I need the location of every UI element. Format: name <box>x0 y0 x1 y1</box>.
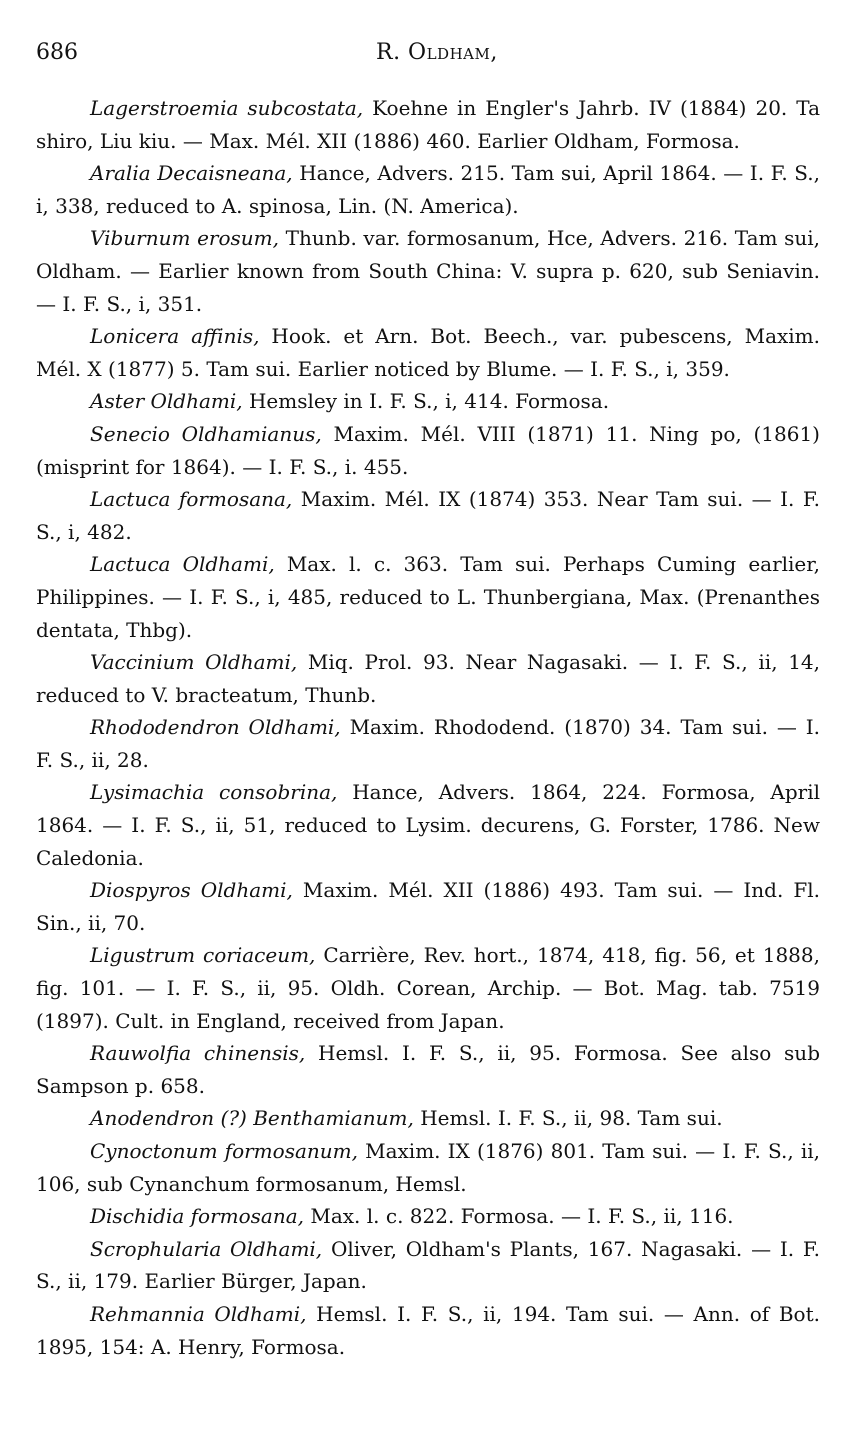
species-entry <box>36 874 820 939</box>
species-citation: Max. l. c. 363. Tam sui. Perhaps Cuming earlier, Philippines. — I. F. S., i, 485, reduced to L. Thunbergiana, Max. (Prenanthes dentata, Thbg). <box>36 552 820 642</box>
species-entry <box>36 385 820 418</box>
running-head: R. Oldham, <box>376 40 498 65</box>
species-name: Rhododendron Oldhami, <box>90 715 341 740</box>
species-entry <box>36 1135 820 1200</box>
species-entry <box>36 483 820 548</box>
species-citation: Thunb. var. formosanum, Hce, Advers. 216. Tam sui, Oldham. — Earlier known from South China: V. supra p. 620, sub Seniavin. — I. F. S., i, 351. <box>36 226 820 316</box>
species-citation: Max. l. c. 822. Formosa. — I. F. S., ii, 116. <box>304 1204 734 1229</box>
species-name: Rehmannia Oldhami, <box>90 1301 307 1326</box>
page-header <box>36 40 818 76</box>
species-name: Lactuca Oldhami, <box>90 552 275 577</box>
species-name: Lysimachia consobrina, <box>90 780 338 805</box>
species-name: Lonicera affinis, <box>90 324 260 349</box>
species-citation: Maxim. Mél. IX (1874) 353. Near Tam sui. — I. F. S., i, 482. <box>36 487 820 544</box>
species-entry <box>36 320 820 385</box>
species-citation: Hance, Advers. 1864, 224. Formosa, April 1864. — I. F. S., ii, 51, reduced to Lysim. decurens, G. Forster, 1786. New Caledonia. <box>36 780 821 870</box>
species-citation: Maxim. Mél. VIII (1871) 11. Ning po, (1861) (misprint for 1864). — I. F. S., i. 455. <box>36 421 820 479</box>
species-entry <box>36 548 820 646</box>
species-entry <box>36 776 820 874</box>
species-citation: Carrière, Rev. hort., 1874, 418, fig. 56, et 1888, fig. 101. — I. F. S., ii, 95. Oldh. Corean, Archip. — Bot. Mag. tab. 7519 (1897). Cult. in England, received from Japan. <box>36 943 820 1033</box>
species-citation: Hemsl. I. F. S., ii, 95. Formosa. See also sub Sampson p. 658. <box>36 1041 820 1098</box>
species-entry <box>36 1037 820 1102</box>
species-name: Aralia Decaisneana, <box>90 161 293 186</box>
species-name: Aster Oldhami, <box>90 389 243 414</box>
species-name: Ligustrum coriaceum, <box>90 943 316 968</box>
species-entry <box>36 711 820 776</box>
species-entry <box>36 1298 820 1363</box>
species-citation: Maxim. IX (1876) 801. Tam sui. — I. F. S., ii, 106, sub Cynanchum formosanum, Hemsl. <box>36 1139 821 1196</box>
species-citation: Hemsley in I. F. S., i, 414. Formosa. <box>242 389 610 414</box>
species-entry <box>36 418 820 483</box>
species-citation: Miq. Prol. 93. Near Nagasaki. — I. F. S., ii, 14, reduced to V. bracteatum, Thunb. <box>36 650 820 707</box>
species-entry <box>36 1200 820 1233</box>
species-name: Lagerstroemia subcostata, <box>90 96 364 120</box>
species-citation: Maxim. Rhododend. (1870) 34. Tam sui. — I. F. S., ii, 28. <box>36 715 821 772</box>
species-name: Lactuca formosana, <box>90 487 293 512</box>
species-entry <box>36 646 820 711</box>
species-citation: Oliver, Oldham's Plants, 167. Nagasaki. — I. F. S., ii, 179. Earlier Bürger, Japan. <box>36 1236 820 1294</box>
species-entry <box>36 939 820 1037</box>
species-citation: Hook. et Arn. Bot. Beech., var. pubescens, Maxim. Mél. X (1877) 5. Tam sui. Earlier noticed by Blume. — I. F. S., i, 359. <box>36 324 820 381</box>
species-name: Anodendron (?) Benthamianum, <box>90 1106 414 1131</box>
species-name: Rauwolfia chinensis, <box>90 1041 306 1066</box>
species-entry <box>36 222 820 320</box>
species-entry <box>36 1233 820 1298</box>
species-name: Scrophularia Oldhami, <box>90 1236 323 1261</box>
species-entry <box>36 157 820 222</box>
species-name: Diospyros Oldhami, <box>90 878 293 903</box>
species-entry <box>36 1102 820 1135</box>
species-citation: Hemsl. I. F. S., ii, 98. Tam sui. <box>413 1106 723 1131</box>
species-citation: Maxim. Mél. XII (1886) 493. Tam sui. — Ind. Fl. Sin., ii, 70. <box>36 878 820 935</box>
species-name: Vaccinium Oldhami, <box>90 650 298 675</box>
species-name: Dischidia formosana, <box>90 1204 305 1229</box>
species-citation: Hemsl. I. F. S., ii, 194. Tam sui. — Ann. of Bot. 1895, 154: A. Henry, Formosa. <box>36 1301 820 1359</box>
species-citation: Hance, Advers. 215. Tam sui, April 1864. — I. F. S., i, 338, reduced to A. spinosa, Lin. (N. America). <box>36 161 820 218</box>
species-name: Viburnum erosum, <box>90 226 280 251</box>
species-name: Senecio Oldhamianus, <box>90 421 322 446</box>
species-name: Cynoctonum formosanum, <box>90 1139 358 1163</box>
species-list <box>36 92 820 1363</box>
species-citation: Koehne in Engler's Jahrb. IV (1884) 20. Ta shiro, Liu kiu. — Max. Mél. XII (1886) 460. Earlier Oldham, Formosa. <box>36 96 820 153</box>
species-entry <box>36 92 820 157</box>
page-number: 686 <box>36 40 78 65</box>
